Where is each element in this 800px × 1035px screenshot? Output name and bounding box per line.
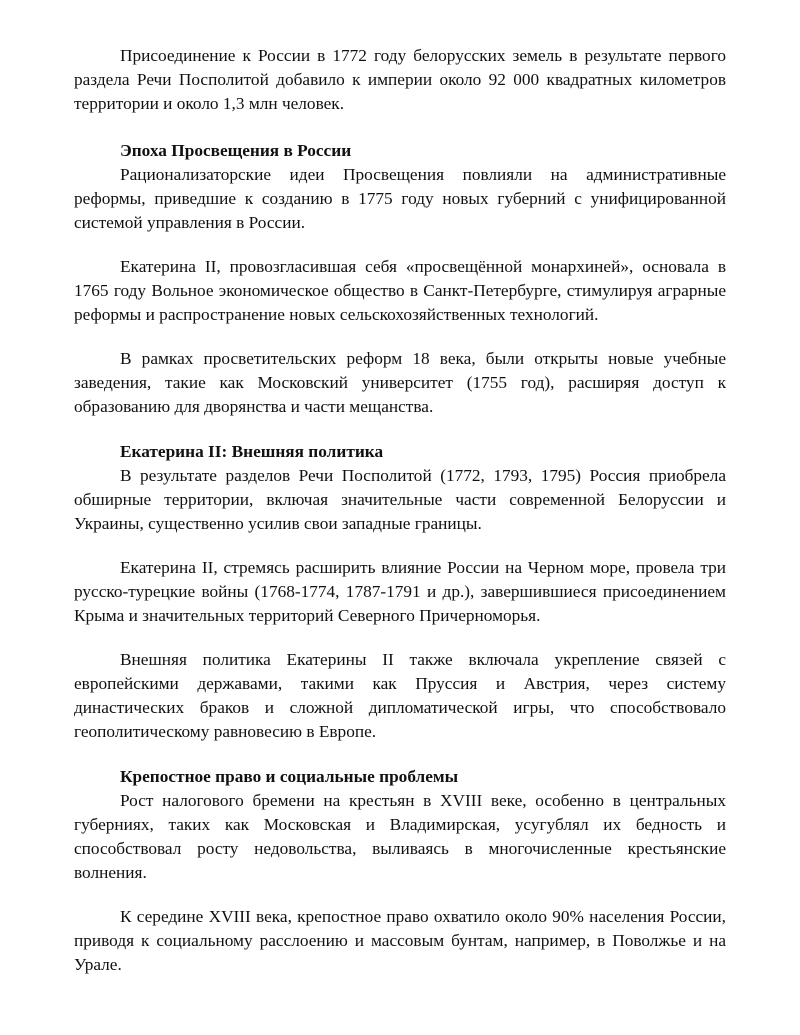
section-heading-foreign-policy: Екатерина II: Внешняя политика <box>120 442 384 461</box>
enlightenment-paragraph-3: В рамках просветительских реформ 18 века, были открыты новые учебные заведения, такие как Московский университет (1755 год), расширяя доступ к образованию для дворянства и части мещанства. <box>74 349 726 416</box>
enlightenment-paragraph-2: Екатерина II, провозгласившая себя «просвещённой монархиней», основала в 1765 году Вольное экономическое общество в Санкт-Петербурге, стимулируя аграрные реформы и распространение новых сельскохозяйственных технологий. <box>74 257 726 324</box>
section-heading-serfdom: Крепостное право и социальные проблемы <box>120 767 459 786</box>
serfdom-paragraph-2: К середине XVIII века, крепостное право охватило около 90% населения России, приводя к социальному расслоению и массовым бунтам, например, в Поволжье и на Урале. <box>74 907 726 974</box>
foreign-policy-paragraph-1: В результате разделов Речи Посполитой (1772, 1793, 1795) Россия приобрела обширные территории, включая значительные части современной Белоруссии и Украины, существенно усилив свои западные границы. <box>74 466 726 533</box>
intro-paragraph: Присоединение к России в 1772 году белорусских земель в результате первого раздела Речи Посполитой добавило к империи около 92 000 квадратных километров территории и около 1,3 млн человек. <box>74 46 726 113</box>
foreign-policy-paragraph-2: Екатерина II, стремясь расширить влияние России на Черном море, провела три русско-турецкие войны (1768-1774, 1787-1791 и др.), завершившиеся присоединением Крыма и значительных территорий Северного Причерноморья. <box>74 558 726 625</box>
serfdom-paragraph-1: Рост налогового бремени на крестьян в XVIII веке, особенно в центральных губерниях, таких как Московская и Владимирская, усугублял их бедность и способствовал росту недовольства, выливаясь в многочисленные крестьянские волнения. <box>74 791 726 882</box>
foreign-policy-paragraph-3: Внешняя политика Екатерины II также включала укрепление связей с европейскими державами, такими как Пруссия и Австрия, через систему династических браков и сложной дипломатической игры, что способствовало геополитическому равновесию в Европе. <box>74 650 726 741</box>
enlightenment-paragraph-1: Рационализаторские идеи Просвещения повлияли на административные реформы, приведшие к созданию в 1775 году новых губерний с унифицированной системой управления в России. <box>74 165 726 232</box>
section-heading-enlightenment: Эпоха Просвещения в России <box>120 141 352 160</box>
